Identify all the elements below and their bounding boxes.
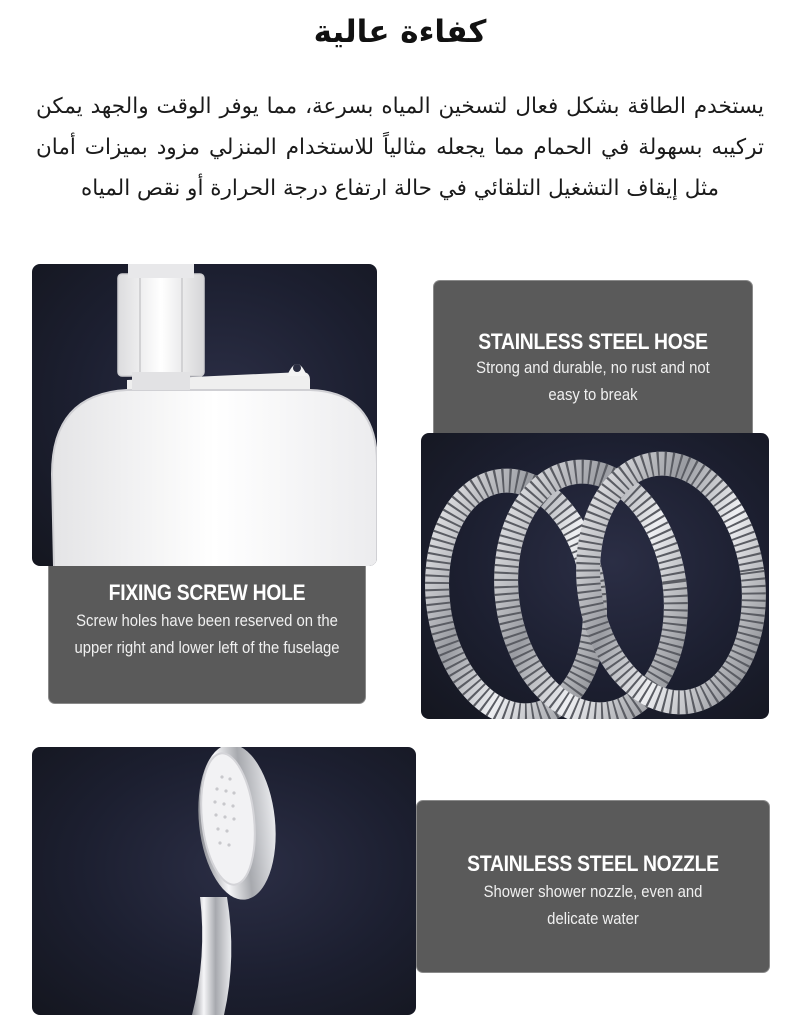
heater-photo [32, 264, 377, 566]
coiled-hose-icon [421, 433, 769, 719]
feature-card-hose [433, 280, 753, 433]
hose-photo [421, 433, 769, 719]
shower-head-icon [32, 747, 416, 1015]
feature-text: Shower shower nozzle, even and delicate water [483, 883, 703, 928]
feature-card-screw-hole [48, 566, 366, 704]
feature-card-nozzle [416, 800, 770, 973]
feature-title: STAINLESS STEEL HOSE [478, 329, 708, 354]
feature-title: STAINLESS STEEL NOZZLE [467, 851, 719, 876]
description-text: يستخدم الطاقة بشكل فعال لتسخين المياه بسرعة، مما يوفر الوقت والجهد يمكن تركيبه بسهولة في الحمام مما يجعله مثالياً للاستخدام المنزلي مزود بميزات أمان مثل إيقاف التشغيل التلقائي في حالة ارتفاع درجة الحرارة أو نقص المياه [36, 94, 764, 201]
water-heater-top-icon [32, 264, 377, 566]
feature-text: Strong and durable, no rust and not easy to break [476, 359, 710, 404]
page-title: كفاءة عالية [313, 14, 487, 50]
feature-text: Screw holes have been reserved on the upper right and lower left of the fuselage [74, 612, 340, 657]
nozzle-photo [32, 747, 416, 1015]
feature-title: FIXING SCREW HOLE [108, 580, 306, 605]
